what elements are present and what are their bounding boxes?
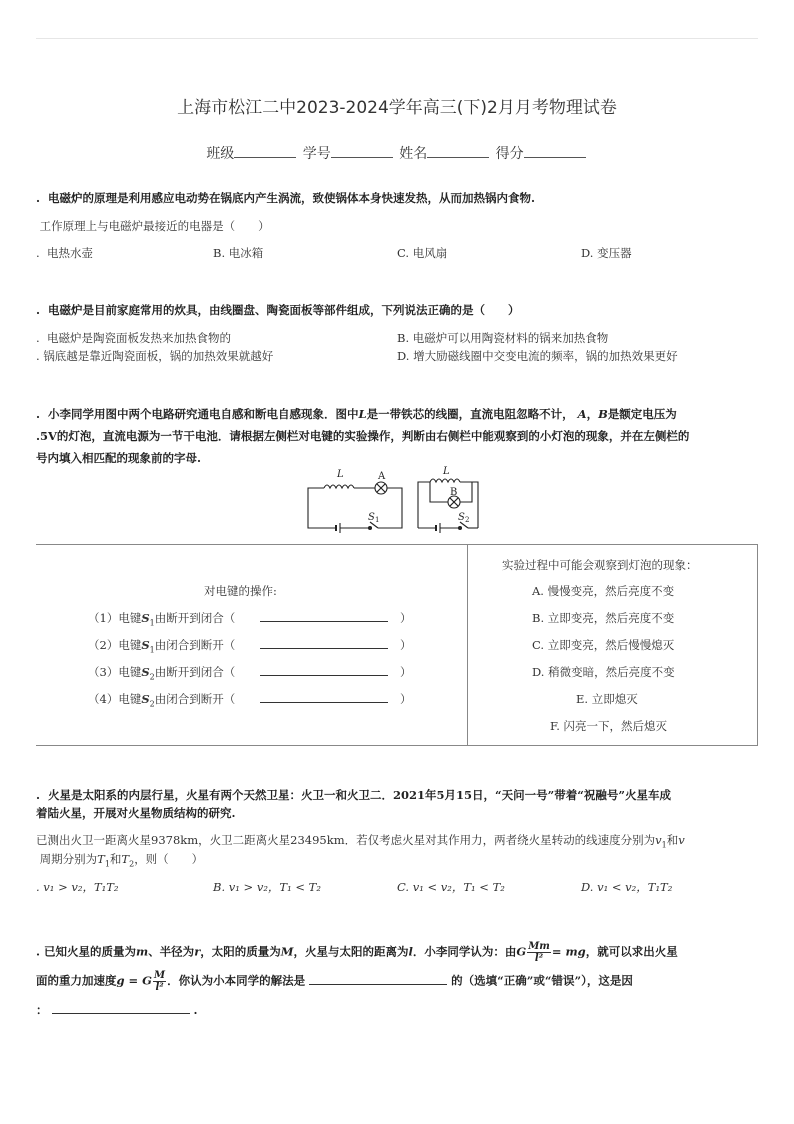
circuit2-coil (430, 479, 460, 482)
student-info-row (0, 143, 794, 163)
op-row: （2）电键$S_1$由闭合到断开（ (88, 638, 236, 655)
q1-stem: . 电磁炉的原理是利用感应电动势在锅底内产生涡流，致使锅体本身快速发热，从而加热锅内食物. (36, 191, 536, 205)
q5-answer-blank-2[interactable] (52, 1001, 190, 1014)
op-row: （3）电键$S_2$由断开到闭合（ (88, 665, 236, 682)
op-close-paren: ） (400, 692, 412, 706)
q5-stem-line2: 面的重力加速度g = G $\frac{M}{\text{l²}}$ ．你认为小本同学的解法是 的（选填“正确”或“错误”），这是因 (36, 970, 633, 993)
q1-option-a[interactable]: . 电热水壶 (36, 246, 93, 260)
q2-option-d[interactable]: D. 增大励磁线圈中交变电流的频率，锅的加热效果更好 (397, 349, 678, 363)
student-id-label: 学号 (302, 146, 331, 162)
phenomenon-c: C. 立即变亮，然后慢慢熄灭 (532, 638, 675, 652)
op-answer-blank[interactable] (260, 663, 388, 679)
label-L1: L (337, 469, 344, 480)
q1-option-b[interactable]: B. 电冰箱 (213, 246, 264, 260)
phenomenon-d: D. 稍微变暗，然后亮度不变 (532, 665, 675, 679)
class-blank[interactable] (234, 145, 296, 158)
q1-option-c[interactable]: C. 电风扇 (397, 246, 448, 260)
label-S2: S (458, 512, 465, 523)
score-blank[interactable] (524, 145, 586, 158)
phenomenon-a: A. 慢慢变亮，然后亮度不变 (532, 584, 675, 598)
q4-option-c[interactable]: C. v₁ < v₂，T₁ < T₂ (397, 880, 505, 894)
op-close-paren: ） (400, 638, 412, 652)
op-answer-blank[interactable] (260, 690, 388, 706)
class-label: 班级 (206, 146, 235, 162)
label-S1: S (368, 512, 375, 523)
student-id-blank[interactable] (331, 145, 393, 158)
frac-m-l2: $\frac{M}{\text{l²}}$ (154, 970, 166, 993)
label-A: A (378, 471, 386, 482)
circuit-diagram (300, 462, 500, 540)
frac-mm-l2: $\frac{Mm}{\text{l²}}$ (528, 941, 550, 964)
label-S2-sub: 2 (465, 516, 470, 524)
op-row: （4）电键$S_2$由闭合到断开（ (88, 692, 236, 709)
label-B: B (450, 487, 458, 498)
q3-matching-table (36, 544, 758, 746)
circuit1-coil (324, 485, 354, 488)
name-label: 姓名 (399, 146, 428, 162)
page-title: 上海市松江二中2023-2024学年高三(下)2月月考物理试卷 (177, 98, 617, 118)
q1-option-d[interactable]: D. 变压器 (581, 246, 632, 260)
q5-stem-line3: ： . (36, 1003, 198, 1017)
op-row: （1）电键$S_1$由断开到闭合（ (88, 611, 236, 628)
ops-header: 对电键的操作: (204, 584, 277, 598)
q2-stem: . 电磁炉是目前家庭常用的炊具，由线圈盘、陶瓷面板等部件组成，下列说法正确的是（ ） (36, 303, 520, 317)
phenomenon-f: F. 闪亮一下，然后熄灭 (550, 719, 667, 733)
q4-option-b[interactable]: B. v₁ > v₂，T₁ < T₂ (213, 880, 321, 894)
circuit1-left-wire (308, 488, 324, 522)
top-divider (36, 38, 758, 39)
score-label: 得分 (495, 146, 524, 162)
q5-answer-blank-1[interactable] (309, 972, 447, 985)
q4-option-a[interactable]: . v₁ > v₂，T₁T₂ (36, 880, 119, 894)
op-answer-blank[interactable] (260, 609, 388, 625)
q2-option-c[interactable]: . 锅底越是靠近陶瓷面板，锅的加热效果就越好 (36, 349, 274, 363)
name-blank[interactable] (427, 145, 489, 158)
q3-stem-line3: 号内填入相匹配的现象前的字母. (36, 451, 202, 465)
q4-stem-line1: . 火星是太阳系的内层行星，火星有两个天然卫星：火卫一和火卫二．2021年5月15日，“天问一号”带着“祝融号”火星车成 (36, 788, 671, 802)
q4-stem-line3: 已测出火卫一距离火星9378km，火卫二距离火星23495km．若仅考虑火星对其作用力，两者绕火星转动的线速度分别为$v_1$和v (36, 833, 685, 850)
q4-stem-line4: 周期分别为$T_1$和$T_2$，则（ ） (39, 852, 204, 869)
op-close-paren: ） (400, 611, 412, 625)
q2-option-b[interactable]: B. 电磁炉可以用陶瓷材料的锅来加热食物 (397, 331, 609, 345)
label-L2: L (443, 466, 450, 477)
q4-stem-line2: 着陆火星，开展对火星物质结构的研究. (36, 806, 236, 820)
phenomenon-b: B. 立即变亮，然后亮度不变 (532, 611, 675, 625)
op-close-paren: ） (400, 665, 412, 679)
op-answer-blank[interactable] (260, 636, 388, 652)
q3-stem-line2: .5V的灯泡，直流电源为一节干电池．请根据左侧栏对电键的实验操作，判断由右侧栏中能观察到的小灯泡的现象，并在左侧栏的 (36, 429, 690, 443)
q5-stem-line1: . 已知火星的质量为m、半径为r，太阳的质量为M，火星与太阳的距离为l．小李同学认为：由G $\frac{Mm}{\text{l²}}$ = mg，就可以求出火星 (36, 941, 678, 964)
q4-option-d[interactable]: D. v₁ < v₂，T₁T₂ (581, 880, 673, 894)
phenomena-header: 实验过程中可能会观察到灯泡的现象： (502, 558, 698, 572)
phenomenon-e: E. 立即熄灭 (576, 692, 638, 706)
q1-sub: 工作原理上与电磁炉最接近的电器是（ ） (39, 219, 270, 233)
q3-stem-line1: . 小李同学用图中两个电路研究通电自感和断电自感现象．图中L是一带铁芯的线圈，直流电阻忽略不计， A，B是额定电压为 (36, 407, 677, 421)
q2-option-a[interactable]: . 电磁炉是陶瓷面板发热来加热食物的 (36, 331, 231, 345)
label-S1-sub: 1 (375, 516, 380, 524)
